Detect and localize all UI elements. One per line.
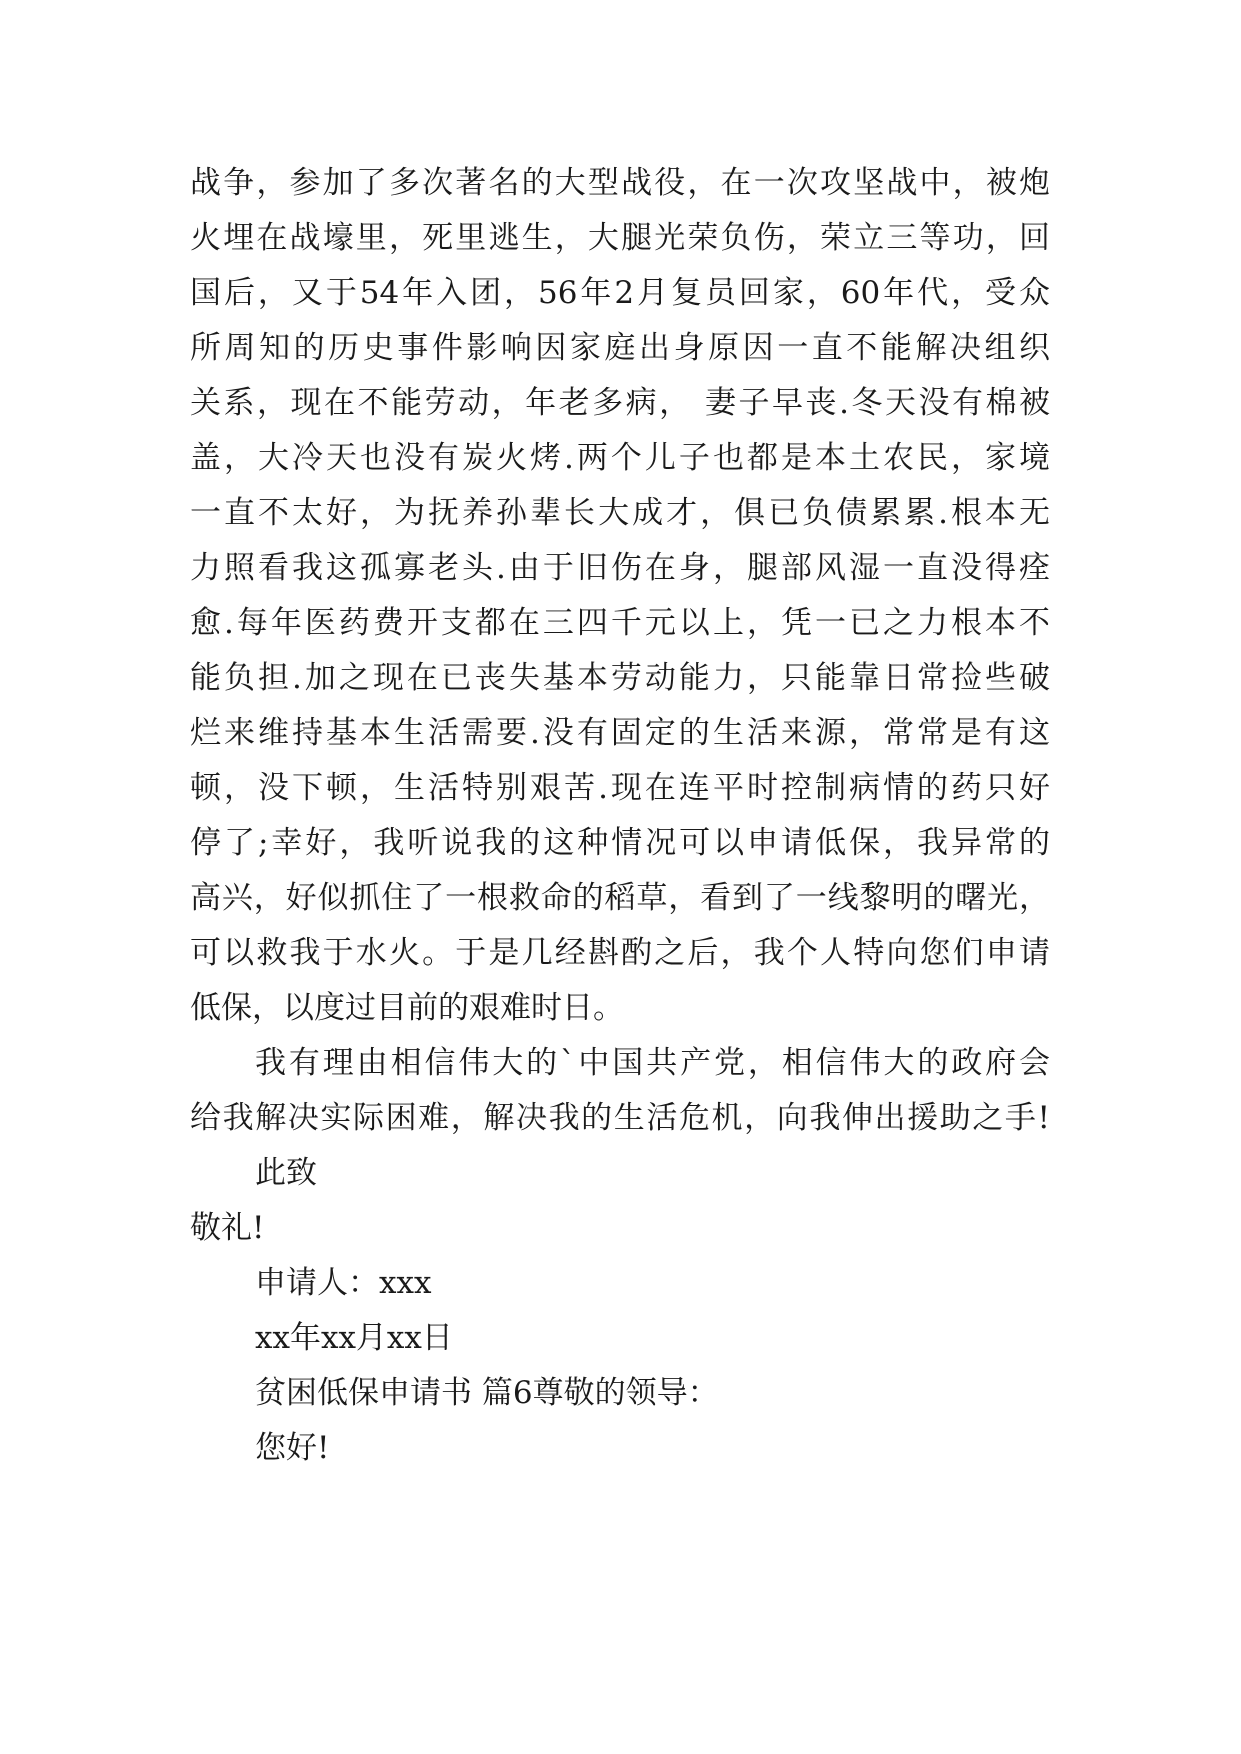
body-line-3: 国后，又于54年入团，56年2月复员回家，60年代，受众	[190, 275, 1050, 311]
closing-salutation: 此致	[255, 1155, 317, 1191]
body-line-2: 火埋在战壕里，死里逃生，大腿光荣负伤，荣立三等功，回	[190, 220, 1050, 256]
para2-line-1: 我有理由相信伟大的`中国共产党，相信伟大的政府会	[255, 1045, 1050, 1081]
para2-line-2: 给我解决实际困难，解决我的生活危机，向我伸出援助之手!	[190, 1100, 1050, 1136]
body-line-8: 力照看我这孤寡老头.由于旧伤在身，腿部风湿一直没得痊	[190, 550, 1050, 586]
body-line-16: 低保，以度过目前的艰难时日。	[190, 990, 624, 1026]
body-line-1: 战争，参加了多次著名的大型战役，在一次攻坚战中，被炮	[190, 165, 1050, 201]
body-line-7: 一直不太好，为抚养孙辈长大成才，俱已负债累累.根本无	[190, 495, 1050, 531]
closing-regards: 敬礼!	[190, 1210, 265, 1246]
body-line-6: 盖，大冷天也没有炭火烤.两个儿子也都是本土农民，家境	[190, 440, 1050, 476]
next-section-heading: 贫困低保申请书 篇6尊敬的领导：	[255, 1375, 719, 1411]
body-line-11: 烂来维持基本生活需要.没有固定的生活来源，常常是有这	[190, 715, 1050, 751]
body-line-10: 能负担.加之现在已丧失基本劳动能力，只能靠日常捡些破	[190, 660, 1050, 696]
applicant-signature: 申请人：xxx	[255, 1265, 432, 1301]
signature-date: xx年xx月xx日	[255, 1320, 453, 1356]
body-line-9: 愈.每年医药费开支都在三四千元以上，凭一已之力根本不	[190, 605, 1050, 641]
body-line-4: 所周知的历史事件影响因家庭出身原因一直不能解决组织	[190, 330, 1050, 366]
body-line-5: 关系，现在不能劳动，年老多病， 妻子早丧.冬天没有棉被	[190, 385, 1050, 421]
body-line-12: 顿，没下顿，生活特别艰苦.现在连平时控制病情的药只好	[190, 770, 1050, 806]
body-line-15: 可以救我于水火。于是几经斟酌之后，我个人特向您们申请	[190, 935, 1050, 971]
body-line-14: 高兴，好似抓住了一根救命的稻草，看到了一线黎明的曙光，	[190, 880, 1050, 916]
body-line-13: 停了;幸好，我听说我的这种情况可以申请低保，我异常的	[190, 825, 1050, 861]
greeting: 您好!	[255, 1430, 330, 1466]
